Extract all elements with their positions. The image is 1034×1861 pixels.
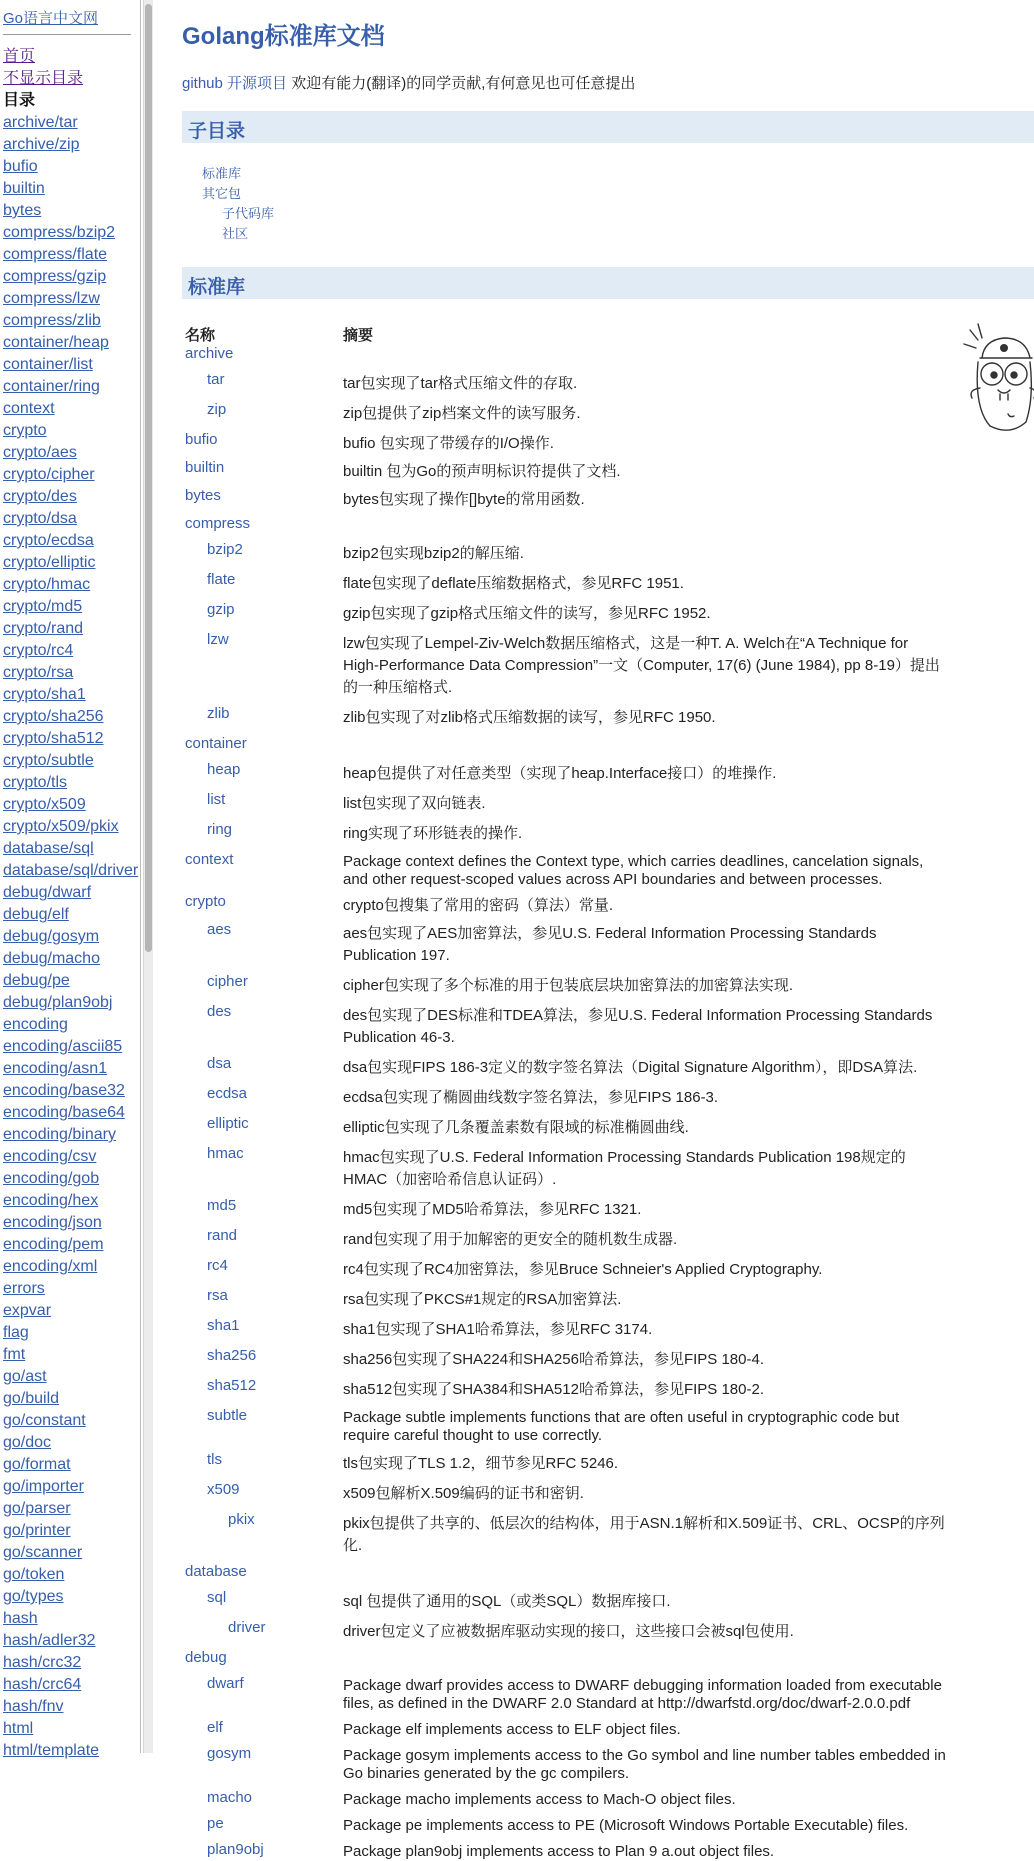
package-summary: gzip包实现了gzip格式压缩文件的读写，参见RFC 1952. xyxy=(343,605,711,622)
package-summary: aes包实现了AES加密算法，参见U.S. Federal Information Processing Standards Publication 197. xyxy=(343,925,877,964)
sidebar-package-link[interactable]: compress/zlib xyxy=(3,312,101,329)
sidebar-package-link[interactable]: crypto/ecdsa xyxy=(3,532,94,549)
sidebar-package-link[interactable]: expvar xyxy=(3,1302,52,1319)
package-name-link[interactable]: rand xyxy=(207,1227,238,1244)
package-summary: zlib包实现了对zlib格式压缩数据的读写，参见RFC 1950. xyxy=(343,709,716,726)
package-summary: sha512包实现了SHA384和SHA512哈希算法，参见FIPS 180-2. xyxy=(343,1381,764,1398)
sidebar-package-link[interactable]: debug/pe xyxy=(3,972,70,989)
sidebar-package-link[interactable]: go/scanner xyxy=(3,1544,83,1561)
package-summary: heap包提供了对任意类型（实现了heap.Interface接口）的堆操作. xyxy=(343,765,777,782)
package-name-link[interactable]: zlib xyxy=(207,705,230,722)
sidebar-package-link[interactable]: compress/bzip2 xyxy=(3,224,116,241)
package-summary: Package plan9obj implements access to Plan 9 a.out object files. xyxy=(343,1843,775,1860)
sidebar-package-link[interactable]: go/constant xyxy=(3,1412,86,1429)
package-name-link[interactable]: bytes xyxy=(185,487,221,504)
sidebar-package-link[interactable]: encoding/pem xyxy=(3,1236,104,1253)
sidebar-package-link[interactable]: fmt xyxy=(3,1346,26,1363)
sidebar-package-link[interactable]: encoding xyxy=(3,1016,68,1033)
sidebar-package-link[interactable]: crypto/rand xyxy=(3,620,84,637)
sidebar-scrollbar[interactable] xyxy=(143,0,153,1753)
toc-item-subrepo[interactable]: 子代码库 xyxy=(222,206,275,221)
sidebar-links xyxy=(3,46,137,1762)
sidebar-package-link[interactable]: html xyxy=(3,1720,34,1737)
toc-label: 目录 xyxy=(3,92,36,109)
package-summary: pkix包提供了共享的、低层次的结构体，用于ASN.1解析和X.509证书、CRL、OCSP的序列化. xyxy=(343,1515,945,1554)
package-summary: tls包实现了TLS 1.2，细节参见RFC 5246. xyxy=(343,1455,619,1472)
package-name-link[interactable]: heap xyxy=(207,761,241,778)
package-name-link[interactable]: gosym xyxy=(207,1745,252,1762)
package-name-link[interactable]: subtle xyxy=(207,1407,248,1424)
sidebar-package-link[interactable]: go/parser xyxy=(3,1500,71,1517)
hide-toc-link[interactable]: 不显示目录 xyxy=(3,70,84,87)
subdir-section-header xyxy=(182,111,1034,143)
package-name-link[interactable]: compress xyxy=(185,515,251,532)
gopher-mascot-image xyxy=(960,318,1034,436)
package-name-link[interactable]: lzw xyxy=(207,631,229,648)
sidebar-package-link[interactable]: crypto/dsa xyxy=(3,510,77,527)
column-header-summary: 摘要 xyxy=(343,327,374,344)
sidebar-package-link[interactable]: encoding/json xyxy=(3,1214,102,1231)
sidebar-package-link[interactable]: html/template xyxy=(3,1742,100,1759)
sidebar-scrollbar-thumb[interactable] xyxy=(145,4,152,952)
package-name-link[interactable]: crypto xyxy=(185,893,226,910)
sidebar-package-link[interactable]: crypto/rc4 xyxy=(3,642,74,659)
sidebar-package-link[interactable]: crypto/subtle xyxy=(3,752,94,769)
sidebar-package-link[interactable]: crypto/des xyxy=(3,488,77,505)
sidebar-divider xyxy=(3,34,131,35)
sidebar-package-link[interactable]: encoding/xml xyxy=(3,1258,98,1275)
package-summary: x509包解析X.509编码的证书和密钥. xyxy=(343,1485,584,1502)
sidebar-package-link[interactable]: encoding/asn1 xyxy=(3,1060,108,1077)
package-summary: Package pe implements access to PE (Microsoft Windows Portable Executable) files. xyxy=(343,1817,909,1834)
package-summary: dsa包实现FIPS 186-3定义的数字签名算法（Digital Signature Algorithm），即DSA算法. xyxy=(343,1059,918,1076)
site-brand-link[interactable]: Go语言中文网 xyxy=(3,10,99,27)
package-name-link[interactable]: tar xyxy=(207,371,225,388)
sidebar-package-link[interactable]: bufio xyxy=(3,158,38,175)
sidebar-package-link[interactable]: crypto/cipher xyxy=(3,466,95,483)
package-summary: Package elf implements access to ELF object files. xyxy=(343,1721,681,1738)
sidebar-package-link[interactable]: encoding/base32 xyxy=(3,1082,125,1099)
package-summary: rc4包实现了RC4加密算法，参见Bruce Schneier's Applied Cryptography. xyxy=(343,1261,823,1278)
package-name-link[interactable]: builtin xyxy=(185,459,225,476)
subdir-toc xyxy=(202,164,274,244)
package-name-link[interactable]: elf xyxy=(207,1719,223,1736)
sidebar-package-link[interactable]: go/token xyxy=(3,1566,65,1583)
package-summary: rand包实现了用于加解密的更安全的随机数生成器. xyxy=(343,1231,678,1248)
package-name-link[interactable]: tls xyxy=(207,1451,222,1468)
package-name-link[interactable]: pe xyxy=(207,1815,224,1832)
toc-item-community[interactable]: 社区 xyxy=(222,226,249,241)
toc-item-stdlib[interactable]: 标准库 xyxy=(202,166,242,181)
package-summary: flate包实现了deflate压缩数据格式，参见RFC 1951. xyxy=(343,575,684,592)
sidebar-package-link[interactable]: crypto/md5 xyxy=(3,598,83,615)
package-summary: rsa包实现了PKCS#1规定的RSA加密算法. xyxy=(343,1291,622,1308)
sidebar-package-link[interactable]: crypto/aes xyxy=(3,444,77,461)
package-summary: sql 包提供了通用的SQL（或类SQL）数据库接口. xyxy=(343,1593,671,1610)
package-summary: bytes包实现了操作[]byte的常用函数. xyxy=(343,491,585,508)
sidebar-package-link[interactable]: compress/lzw xyxy=(3,290,100,307)
sidebar-package-link[interactable]: crypto/rsa xyxy=(3,664,74,681)
sidebar-package-link[interactable]: crypto/sha256 xyxy=(3,708,104,725)
sidebar-package-link[interactable]: debug/elf xyxy=(3,906,69,923)
package-name-link[interactable]: list xyxy=(207,791,226,808)
package-summary: cipher包实现了多个标准的用于包装底层块加密算法的加密算法实现. xyxy=(343,977,794,994)
package-name-link[interactable]: debug xyxy=(185,1649,227,1666)
package-summary: ring实现了环形链表的操作. xyxy=(343,825,523,842)
package-name-link[interactable]: md5 xyxy=(207,1197,237,1214)
sidebar-package-link[interactable]: go/printer xyxy=(3,1522,71,1539)
sidebar-package-link[interactable]: builtin xyxy=(3,180,45,197)
package-name-link[interactable]: hmac xyxy=(207,1145,244,1162)
package-summary: list包实现了双向链表. xyxy=(343,795,486,812)
package-name-link[interactable]: container xyxy=(185,735,247,752)
package-name-link[interactable]: rsa xyxy=(207,1287,228,1304)
package-summary: bufio 包实现了带缓存的I/O操作. xyxy=(343,435,554,452)
sidebar-package-link[interactable]: encoding/base64 xyxy=(3,1104,125,1121)
package-name-link[interactable]: dwarf xyxy=(207,1675,244,1692)
package-name-link[interactable]: rc4 xyxy=(207,1257,228,1274)
package-summary: sha1包实现了SHA1哈希算法，参见RFC 3174. xyxy=(343,1321,653,1338)
stdlib-heading: 标准库 xyxy=(188,277,246,298)
sidebar-package-link[interactable]: go/importer xyxy=(3,1478,84,1495)
main-content xyxy=(182,0,1034,1860)
package-name-link[interactable]: plan9obj xyxy=(207,1841,264,1858)
package-summary: hmac包实现了U.S. Federal Information Processing Standards Publication 198规定的HMAC（加密哈希信息认证码）. xyxy=(343,1149,906,1188)
package-name-link[interactable]: archive xyxy=(185,345,234,362)
sidebar-package-link[interactable]: hash xyxy=(3,1610,38,1627)
package-summary: Package dwarf provides access to DWARF debugging information loaded from executable files, as defined in the DWARF 2.0 Standard at http://dwarfstd.org/doc/dwarf-2.0.0.pdf xyxy=(343,1677,942,1712)
sidebar-package-link[interactable]: crypto/tls xyxy=(3,774,68,791)
package-name-link[interactable]: flate xyxy=(207,571,236,588)
package-name-link[interactable]: gzip xyxy=(207,601,235,618)
sidebar-package-link[interactable]: go/doc xyxy=(3,1434,52,1451)
sidebar-package-link[interactable]: encoding/hex xyxy=(3,1192,99,1209)
subdir-heading: 子目录 xyxy=(188,121,246,142)
package-summary: zip包提供了zip档案文件的读写服务. xyxy=(343,405,581,422)
sidebar-package-link[interactable]: archive/zip xyxy=(3,136,80,153)
sidebar-package-link[interactable]: crypto/sha1 xyxy=(3,686,86,703)
sidebar-package-link[interactable]: crypto/sha512 xyxy=(3,730,104,747)
sidebar-package-link[interactable]: hash/adler32 xyxy=(3,1632,96,1649)
sidebar-package-link[interactable]: debug/gosym xyxy=(3,928,100,945)
sidebar-package-link[interactable]: hash/crc64 xyxy=(3,1676,82,1693)
package-name-link[interactable]: bzip2 xyxy=(207,541,243,558)
github-link[interactable]: github 开源项目 xyxy=(182,75,288,92)
toc-item-other[interactable]: 其它包 xyxy=(202,186,242,201)
intro-line xyxy=(182,72,635,93)
sidebar-package-link[interactable]: bytes xyxy=(3,202,42,219)
package-summary: driver包定义了应被数据库驱动实现的接口，这些接口会被sql包使用. xyxy=(343,1623,794,1640)
sidebar-package-link[interactable]: database/sql/driver xyxy=(3,862,139,879)
package-name-link[interactable]: dsa xyxy=(207,1055,232,1072)
package-summary: des包实现了DES标准和TDEA算法，参见U.S. Federal Information Processing Standards Publication 46-3. xyxy=(343,1007,933,1046)
sidebar-package-link[interactable]: container/ring xyxy=(3,378,100,395)
column-header-name: 名称 xyxy=(185,327,216,344)
sidebar-package-link[interactable]: debug/plan9obj xyxy=(3,994,113,1011)
sidebar-package-link[interactable]: go/ast xyxy=(3,1368,47,1385)
sidebar-package-link[interactable]: encoding/ascii85 xyxy=(3,1038,123,1055)
sidebar-package-link[interactable]: container/heap xyxy=(3,334,109,351)
home-link[interactable]: 首页 xyxy=(3,48,36,65)
sidebar-package-link[interactable]: hash/fnv xyxy=(3,1698,64,1715)
package-summary: Package subtle implements functions that are often useful in cryptographic code but require careful thought to use correctly. xyxy=(343,1409,900,1444)
sidebar-package-link[interactable]: container/list xyxy=(3,356,93,373)
sidebar-package-link[interactable]: go/format xyxy=(3,1456,71,1473)
sidebar-package-link[interactable]: context xyxy=(3,400,55,417)
sidebar-package-link[interactable]: crypto/elliptic xyxy=(3,554,96,571)
stdlib-section-header xyxy=(182,267,1034,299)
package-summary: Package macho implements access to Mach-O object files. xyxy=(343,1791,736,1808)
package-name-link[interactable]: cipher xyxy=(207,973,248,990)
package-name-link[interactable]: aes xyxy=(207,921,232,938)
package-name-link[interactable]: sha256 xyxy=(207,1347,257,1364)
sidebar-package-link[interactable]: crypto/x509/pkix xyxy=(3,818,119,835)
sidebar-package-link[interactable]: compress/flate xyxy=(3,246,108,263)
sidebar xyxy=(0,0,141,1759)
package-name-link[interactable]: sha512 xyxy=(207,1377,257,1394)
package-name-link[interactable]: x509 xyxy=(207,1481,240,1498)
sidebar-package-link[interactable]: errors xyxy=(3,1280,45,1297)
package-name-link[interactable]: zip xyxy=(207,401,227,418)
package-name-link[interactable]: driver xyxy=(228,1619,266,1636)
page-title: Golang标准库文档 xyxy=(182,23,385,50)
package-summary: builtin 包为Go的预声明标识符提供了文档. xyxy=(343,463,621,480)
package-name-link[interactable]: bufio xyxy=(185,431,218,448)
sidebar-package-link[interactable]: crypto xyxy=(3,422,47,439)
intro-text: 欢迎有能力(翻译)的同学贡献,有何意见也可任意提出 xyxy=(287,75,636,92)
package-name-link[interactable]: sql xyxy=(207,1589,227,1606)
package-name-link[interactable]: context xyxy=(185,851,234,868)
package-name-link[interactable]: database xyxy=(185,1563,247,1580)
package-name-link[interactable]: elliptic xyxy=(207,1115,249,1132)
sidebar-package-link[interactable]: hash/crc32 xyxy=(3,1654,82,1671)
sidebar-package-link[interactable]: flag xyxy=(3,1324,29,1341)
package-summary: ecdsa包实现了椭圆曲线数字签名算法，参见FIPS 186-3. xyxy=(343,1089,719,1106)
sidebar-package-link[interactable]: database/sql xyxy=(3,840,94,857)
sidebar-package-link[interactable]: go/types xyxy=(3,1588,64,1605)
sidebar-package-link[interactable]: encoding/binary xyxy=(3,1126,116,1143)
sidebar-package-link[interactable]: crypto/x509 xyxy=(3,796,86,813)
sidebar-package-link[interactable]: encoding/gob xyxy=(3,1170,100,1187)
package-summary: elliptic包实现了几条覆盖素数有限域的标准椭圆曲线. xyxy=(343,1119,689,1136)
package-name-link[interactable]: sha1 xyxy=(207,1317,240,1334)
package-summary: tar包实现了tar格式压缩文件的存取. xyxy=(343,375,578,392)
package-summary: lzw包实现了Lempel-Ziv-Welch数据压缩格式，这是一种T. A. Welch在“A Technique for High-Performance Data Compression”一文（Computer, 17(6) (June 1984), pp 8-19）提出的一种压缩格式. xyxy=(343,635,940,696)
sidebar-package-link[interactable]: crypto/hmac xyxy=(3,576,91,593)
package-summary: sha256包实现了SHA224和SHA256哈希算法，参见FIPS 180-4. xyxy=(343,1351,764,1368)
package-name-link[interactable]: ecdsa xyxy=(207,1085,248,1102)
package-name-link[interactable]: des xyxy=(207,1003,232,1020)
sidebar-package-link[interactable]: archive/tar xyxy=(3,114,78,131)
sidebar-package-link[interactable]: encoding/csv xyxy=(3,1148,97,1165)
package-summary: md5包实现了MD5哈希算法，参见RFC 1321. xyxy=(343,1201,642,1218)
sidebar-package-link[interactable]: debug/dwarf xyxy=(3,884,92,901)
sidebar-package-link[interactable]: go/build xyxy=(3,1390,60,1407)
package-name-link[interactable]: pkix xyxy=(228,1511,255,1528)
package-name-link[interactable]: macho xyxy=(207,1789,253,1806)
sidebar-package-link[interactable]: debug/macho xyxy=(3,950,100,967)
package-summary: bzip2包实现bzip2的解压缩. xyxy=(343,545,524,562)
sidebar-package-link[interactable]: compress/gzip xyxy=(3,268,107,285)
package-summary: Package context defines the Context type, which carries deadlines, cancelation signals, and other request-scoped values across API boundaries and between processes. xyxy=(343,853,924,888)
package-summary: Package gosym implements access to the Go symbol and line number tables embedded in Go binaries generated by the gc compilers. xyxy=(343,1747,946,1782)
package-name-link[interactable]: ring xyxy=(207,821,233,838)
package-summary: crypto包搜集了常用的密码（算法）常量. xyxy=(343,897,614,914)
